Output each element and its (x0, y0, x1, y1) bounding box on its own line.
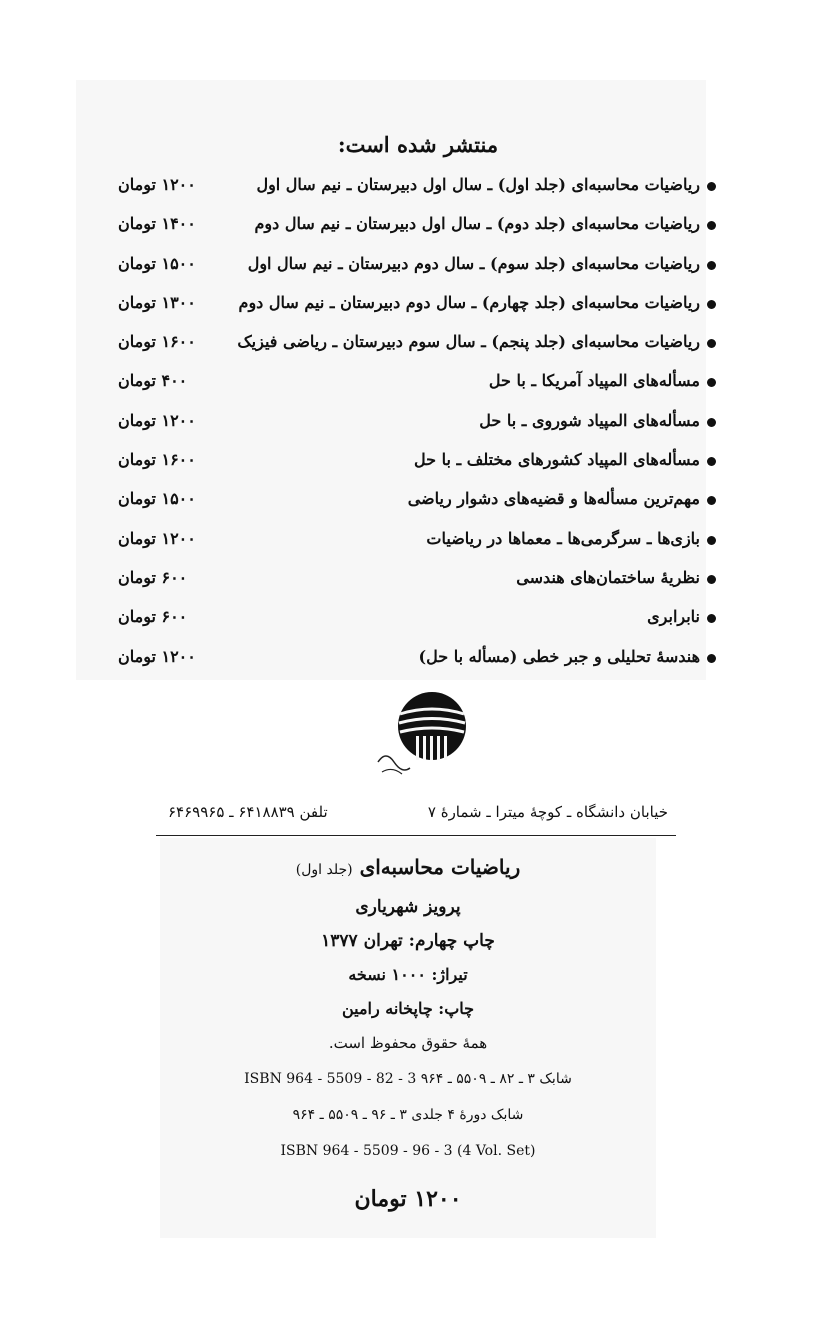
book-title: مسأله‌های المپیاد کشورهای مختلف ـ با حل (414, 450, 700, 470)
divider-line (156, 835, 676, 836)
book-title: مهم‌ترین مسأله‌ها و قضیه‌های دشوار ریاضی (407, 489, 700, 509)
bullet-icon (707, 536, 716, 545)
book-title: مسأله‌های المپیاد شوروی ـ با حل (479, 410, 700, 430)
imprint-block (160, 850, 656, 1216)
book-price: ۱۶۰۰ تومان (118, 450, 196, 470)
book-list-item (118, 408, 718, 447)
book-title: ریاضیات محاسبه‌ای (جلد سوم) ـ سال دوم دبیرستان ـ نیم سال اول (247, 253, 700, 273)
book-price: ۱۲۰۰ تومان (118, 646, 196, 666)
book-price: ۱۶۰۰ تومان (118, 332, 196, 352)
book-price: ۱۵۰۰ تومان (118, 253, 196, 273)
book-list (118, 172, 718, 683)
bullet-icon (707, 182, 716, 191)
imprint-edition: چاپ چهارم: تهران ۱۳۷۷ (321, 931, 495, 951)
book-title: ریاضیات محاسبه‌ای (جلد پنجم) ـ سال سوم دبیرستان ـ ریاضی فیزیک (237, 332, 700, 352)
book-list-item (118, 251, 718, 290)
bullet-icon (707, 654, 716, 663)
book-list-item (118, 604, 718, 643)
book-price: ۱۵۰۰ تومان (118, 489, 196, 509)
bullet-icon (707, 300, 716, 309)
book-list-item (118, 329, 718, 368)
publisher-tree-logo-icon (372, 690, 472, 780)
book-title: مسأله‌های المپیاد آمریکا ـ با حل (488, 371, 700, 391)
imprint-title-line (160, 850, 656, 890)
address-text: خیابان دانشگاه ـ کوچهٔ میترا ـ شمارهٔ ۷ (427, 803, 668, 821)
bullet-icon (707, 457, 716, 466)
book-title: بازی‌ها ـ سرگرمی‌ها ـ معماها در ریاضیات (426, 528, 700, 548)
imprint-printer: چاپ: چاپخانه رامین (341, 999, 475, 1018)
imprint-rights: همهٔ حقوق محفوظ است. (328, 1034, 488, 1052)
book-price: ۱۲۰۰ تومان (118, 410, 196, 430)
book-list-item (118, 644, 718, 683)
book-price: ۱۲۰۰ تومان (118, 175, 196, 194)
published-heading: منتشر شده است: (337, 132, 499, 157)
book-list-item (118, 486, 718, 525)
book-list-item (118, 526, 718, 565)
bullet-icon (707, 261, 716, 270)
bullet-icon (707, 378, 716, 387)
bullet-icon (707, 496, 716, 505)
book-price: ۱۳۰۰ تومان (118, 292, 196, 312)
book-title: هندسهٔ تحلیلی و جبر خطی (مسأله با حل) (418, 646, 700, 666)
bullet-icon (707, 614, 716, 623)
bullet-icon (707, 339, 716, 348)
book-price: ۱۲۰۰ تومان (118, 528, 196, 548)
imprint-isbn: شابک ۳ ـ ۸۲ ـ ۵۵۰۹ ـ ۹۶۴ ISBN 964 - 5509 - 82 - 3 (244, 1071, 572, 1087)
imprint-isbn-set-fa: شابک دورهٔ ۴ جلدی ۳ ـ ۹۶ ـ ۵۵۰۹ ـ ۹۶۴ (292, 1107, 524, 1123)
bullet-icon (707, 418, 716, 427)
book-list-item (118, 368, 718, 407)
book-list-item (118, 172, 718, 211)
book-title: ریاضیات محاسبه‌ای (جلد دوم) ـ سال اول دبیرستان ـ نیم سال دوم (254, 214, 700, 234)
book-list-item (118, 211, 718, 250)
book-list-item (118, 290, 718, 329)
book-list-item (118, 565, 718, 604)
book-title: ریاضیات محاسبه‌ای (جلد اول) ـ سال اول دبیرستان ـ نیم سال اول (256, 175, 700, 194)
imprint-volume: (جلد اول) (295, 862, 353, 878)
book-list-item (118, 447, 718, 486)
imprint-title: ریاضیات محاسبه‌ای (359, 855, 521, 879)
imprint-author: پرویز شهریاری (355, 897, 461, 917)
book-price: ۶۰۰ تومان (118, 607, 188, 627)
book-title: نظریهٔ ساختمان‌های هندسی (516, 567, 700, 587)
bullet-icon (707, 575, 716, 584)
phone-number: تلفن ۶۴۱۸۸۳۹ ـ ۶۴۶۹۹۶۵ (168, 803, 328, 821)
imprint-isbn-set: ISBN 964 - 5509 - 96 - 3 (4 Vol. Set) (280, 1143, 536, 1159)
book-title: ریاضیات محاسبه‌ای (جلد چهارم) ـ سال دوم دبیرستان ـ نیم سال دوم (238, 292, 700, 312)
book-price: ۶۰۰ تومان (118, 567, 188, 587)
imprint-copies: تیراژ: ۱۰۰۰ نسخه (348, 965, 468, 984)
book-price: ۱۴۰۰ تومان (118, 214, 196, 234)
book-title: نابرابری (647, 607, 700, 627)
bullet-icon (707, 221, 716, 230)
imprint-price: ۱۲۰۰ تومان (354, 1186, 462, 1212)
book-price: ۴۰۰ تومان (118, 371, 188, 391)
